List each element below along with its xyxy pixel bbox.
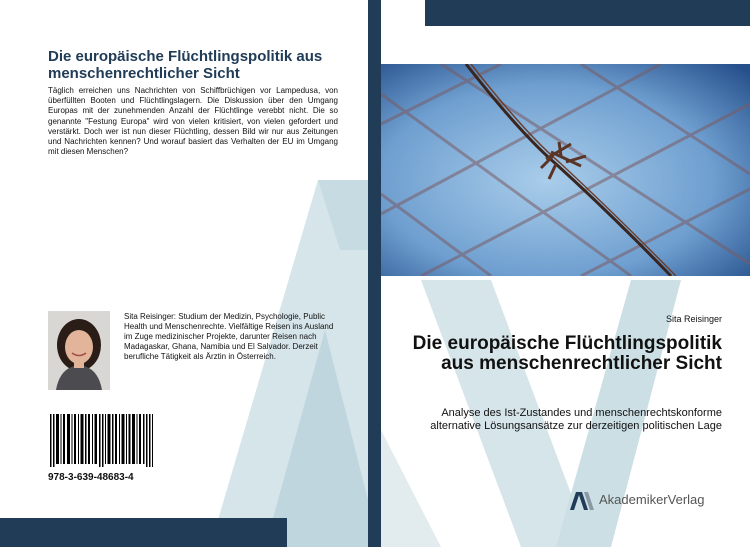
spine xyxy=(368,0,381,547)
back-cover xyxy=(0,0,368,547)
publisher-logo-icon xyxy=(570,492,596,510)
front-author: Sita Reisinger xyxy=(665,314,722,324)
front-subtitle: Analyse des Ist-Zustandes und menschenrechtskonforme alternative Lösungsansätze zur derzeitigen politischen Lage xyxy=(430,407,722,432)
author-photo xyxy=(48,311,110,390)
back-bottom-bar xyxy=(0,518,287,547)
author-bio: Sita Reisinger: Studium der Medizin, Psychologie, Public Health und Menschenrechte. Vielfältige Reisen ins Ausland im Zuge medizinischer Projekte, darunter Reisen nach Madagaskar, Ghana, Namibia und El Salvador. Derzeit berufliche Tätigkeit als Ärztin in Österreich. xyxy=(124,312,334,361)
isbn: 978-3-639-48683-4 xyxy=(48,472,134,483)
back-blurb: Täglich erreichen uns Nachrichten von Schiffbrüchigen vor Lampedusa, von überfüllten Booten und Flüchtlingslagern. Die Diskussion über den Umgang Europas mit der zunehmenden Anzahl der Flüchtlinge verebbt nicht. Die so genannte "Festung Europa" wird von vielen kritisiert, von vielen gefordert und verstärkt. Doch wer ist nun dieser Flüchtling, dessen Bild wir nur aus Zeitungen und Nachrichten kennen? Und worauf basiert das Verhalten der EU im Umgang mit diesen Menschen? xyxy=(48,86,338,157)
front-cover xyxy=(381,0,750,547)
front-top-bar xyxy=(425,0,750,26)
publisher-name: AkademikerVerlag xyxy=(599,492,705,507)
publisher xyxy=(570,490,730,512)
back-title: Die europäische Flüchtlingspolitik aus menschenrechtlicher Sicht xyxy=(48,48,323,82)
barcode xyxy=(48,412,156,469)
cover-photo xyxy=(381,64,750,276)
front-title: Die europäische Flüchtlingspolitik aus menschenrechtlicher Sicht xyxy=(412,333,722,374)
